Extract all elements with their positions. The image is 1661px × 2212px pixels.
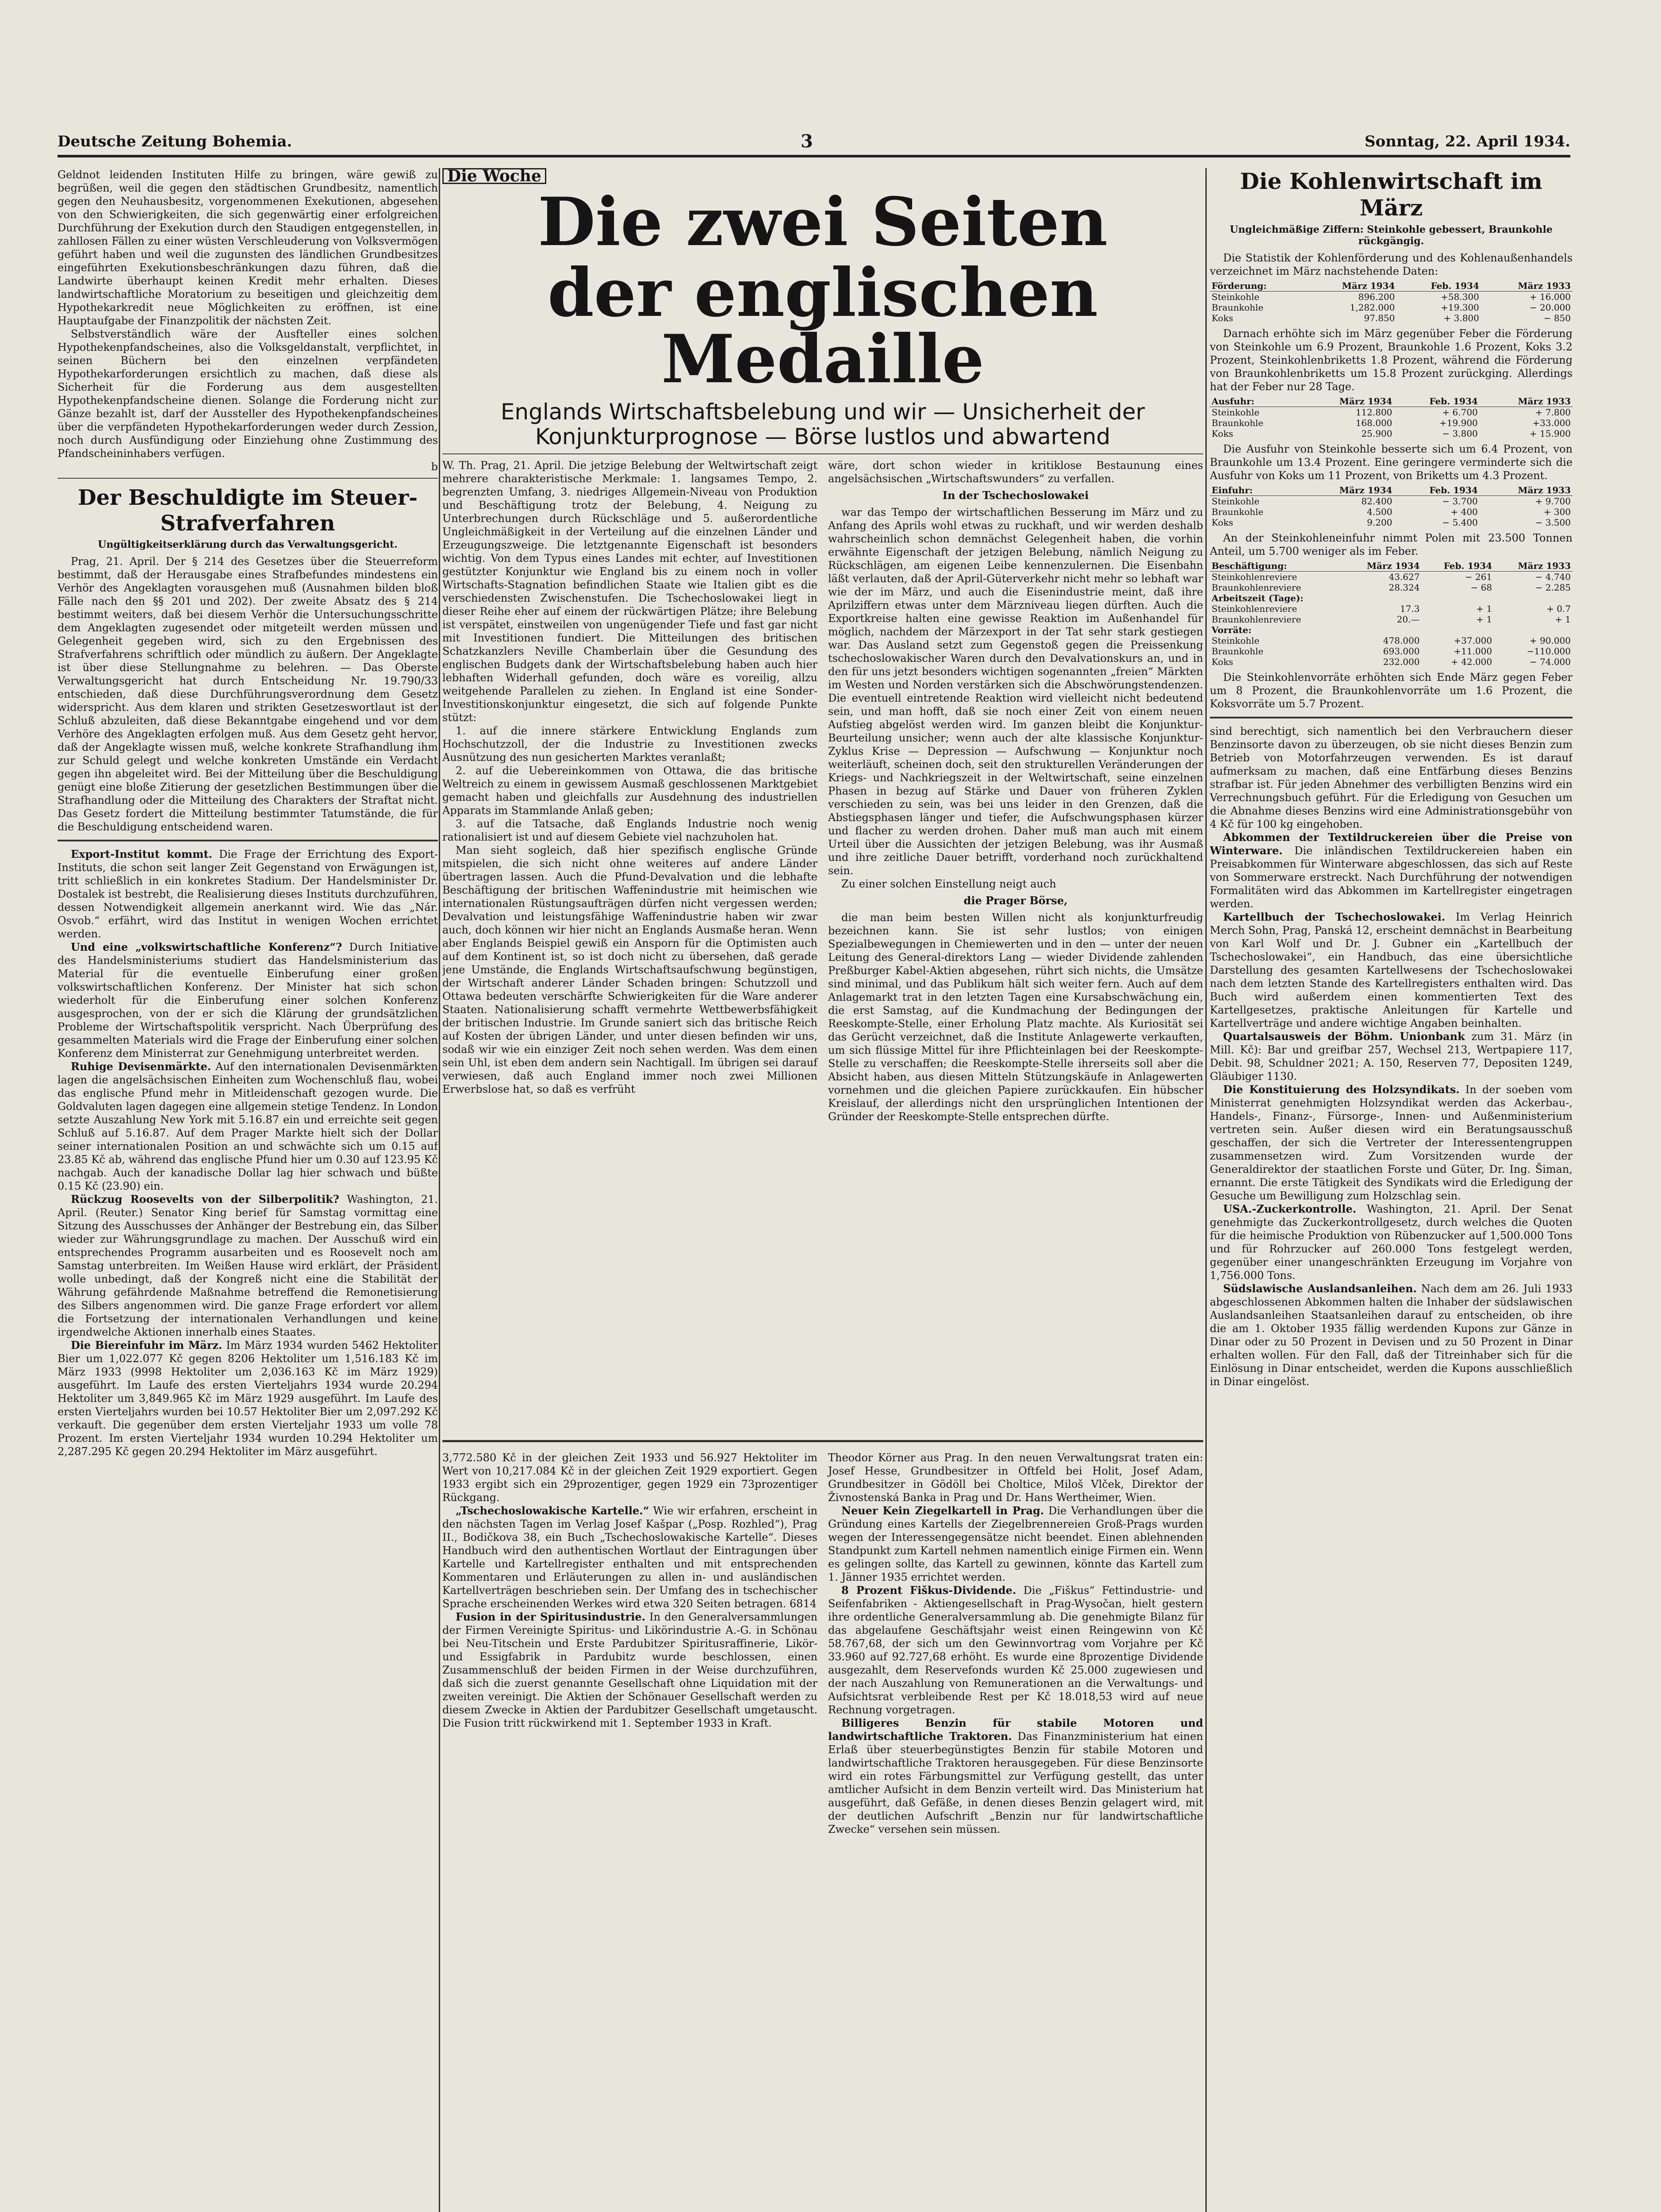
item-text: zum 31. März (in Mill. Kč): Bar und greifbar 257, Wechsel 213, Wertpapiere 117, Debit. 98, Schuldner 2021; A. 150, Reserven 77, Depositen 1249, Gläubiger 1130. [1210, 1030, 1573, 1083]
item-text: 3,772.580 Kč in der gleichen Zeit 1933 und 56.927 Hektoliter im Wert von 10,217.084 Kč in der gleichen Zeit 1929 exportiert. Gegen 1933 ergibt sich ein 29prozentiger, gegen 1929 ein 73prozentiger Rückgang. [442, 1452, 817, 1504]
article-text: die man beim besten Willen nicht als konjunkturfreudig bezeichnen kann. Sie ist sehr lustlos; von einigen Spezialbewegungen in Chemiewerten und in den — unter der neuen Leitung des General-direktors Lang — wieder Dividende zahlenden Preßburger Kabel-Aktien abgesehen, rührt sich nichts, die Umsätze sind minimal, und das Publikum hält sich weiter fern. Auch auf dem Anlagemarkt trat in den letzten Tagen eine Kursabschwächung ein, die erst Samstag, auf die Kundmachung der Bedingungen der Reeskompte-Stelle, einer Erholung Platz machte. Als Kuriosität sei das Gerücht verzeichnet, daß die Institute Anlagewerte verkauften, um sich flüssige Mittel für ihre Pflichteinlagen bei der Reeskompte-Stelle zu verschaffen; die Reeskompte-Stelle ihrerseits soll aber die Absicht haben, aus diesen Mitteln Stützungskäufe in Anlagewerten vornehmen und die gleichen Papiere zurückkaufen. Ein hübscher Kreislauf, der allerdings nicht den ursprünglichen Intentionen der Gründer der Reeskompte-Stelle entsprechen dürfte. [828, 911, 1203, 1123]
article-text: Geldnot leidenden Instituten Hilfe zu bringen, wäre gewiß zu begrüßen, weil die gegen den städtischen Grundbesitz, namentlich gegen den Neuhausbesitz, vorgenommenen Exekutionen, abgesehen von den Schwierigkeiten, die sich gegenwärtig einer erfolgreichen Durchführung der Exekution durch den Staudigen entgegenstellen, in zahllosen Fällen zu einer wüsten Verschleuderung von Volksvermögen geführt haben und weil die zugunsten des ländlichen Grundbesitzes eingeführten Exekutionsbeschränkungen dazu führen, daß die Landwirte überhaupt keinen Kredit mehr erhalten. Dieses landwirtschaftliche Moratorium zu beseitigen und gleichzeitig dem Hypothekarkredit neue Möglichkeiten zu eröffnen, ist eine Hauptaufgabe der Finanzpolitik der nächsten Zeit. [58, 169, 438, 327]
table-cell: + 3.800 [1443, 313, 1479, 323]
table-cell: Braunkohlenreviere [1212, 614, 1301, 625]
table-cell [1494, 625, 1573, 635]
table-cell: März 1933 [1494, 561, 1573, 572]
headline-beschuldigte: Der Beschuldigte im Steuer-Strafverfahren [77, 485, 418, 536]
article-text: W. Th. Prag, 21. April. Die jetzige Belebung der Weltwirtschaft zeigt mehrere charakteristische Merkmale: 1. langsames Tempo, 2. begrenzten Umfang, 3. niedriges Allgemein-Niveau von Produktion und Beschäftigung trotz der Belebung, 4. Neigung zu Unterbrechungen durch Rückschläge und 5. außerordentliche Ungleichmäßigkeit in der Verteilung auf die einzelnen Länder und Erzeugungszweige. Die letztgenannte Eigenschaft ist besonders wichtig. Von dem Typus eines Landes mit echter, auf Investitionen gestützter Konjunktur wie England bis zu einem noch in voller Wirtschafts-Stagnation befindlichen Staate wie Italien gibt es die verschiedensten Zwischenstufen. Die Tschechoslowakei liegt in dieser Reihe eher auf einem der rückwärtigen Plätze; ihre Belebung ist verspätet, einstweilen von ungenügender Tiefe und fast gar nicht mit Investitionen fundiert. Die Mitteilungen des britischen Schatzkanzlers Neville Chamberlain über die Gesundung des englischen Budgets dank der Wirtschaftsbelebung haben auch hier lebhaften Widerhall gefunden, doch wäre es voreilig, allzu weitgehende Parallelen zu ziehen. In England ist eine Sonder-Investitionskonjunktur eingesetzt, die sich auf folgende Punkte stützt: [442, 459, 817, 724]
table-cell: März 1934 [1305, 280, 1396, 292]
table-row [1210, 507, 1573, 517]
table-cell: März 1934 [1301, 485, 1394, 496]
article-text: An der Steinkohleneinfuhr nimmt Polen mit 23.500 Tonnen Anteil, um 5.700 weniger als im Feber. [1210, 532, 1573, 557]
table-row [1210, 292, 1573, 303]
lead-title-line2: der englischen Medaille [547, 254, 1098, 398]
table-cell: Feb. 1934 [1421, 561, 1494, 572]
table-header-row [1210, 485, 1573, 496]
table-row [1210, 496, 1573, 507]
table-cell [1421, 593, 1494, 603]
item-heading: „Tschechoslowakische Kartelle.“ [456, 1504, 649, 1517]
table-cell: Ausfuhr: [1210, 396, 1301, 407]
item-heading: Neuer Kein Ziegelkartell in Prag. [841, 1504, 1044, 1517]
article-text: 1. auf die innere stärkere Entwicklung Englands zum Hochschutzzoll, der die Industrie zu Investitionen zwecks Ausnützung des nun gesicherten Marktes veranlaßt; [442, 725, 817, 764]
divider [442, 1440, 1203, 1442]
article-text: wäre, dort schon wieder in kritiklose Bestaunung eines angelsächsischen „Wirtschaftswunders“ zu verfallen. [828, 459, 1203, 485]
table-cell: Feb. 1934 [1394, 485, 1479, 496]
article-text: war das Tempo der wirtschaftlichen Besserung im März und zu Anfang des Aprils wohl etwas zu ruckhaft, und wir werden deshalb wahrscheinlich schon demnächst Gelegenheit haben, die vorhin erwähnte Eigenschaft der jetzigen Belebung, nämlich Neigung zu Rückschlägen, am eigenen Leibe kennenzulernen. Die Eisenbahn läßt verlauten, daß der April-Güterverkehr nicht mehr so lebhaft war wie der im März, und auch die Eisenindustrie meint, daß ihre Aprilziffern etwas unter dem Märzniveau liegen dürften. Auch die Exportkreise halten eine gewisse Reaktion im Außenhandel für möglich, nachdem der Märzexport in der Tat sehr stark gestiegen war. Das Ausland setzt zum Gegenstoß gegen die Preissenkung tschechoslowakischer Waren durch den Devalvationskurs an, und in den für uns jetzt besonders wichtigen sogenannten „freien“ Märkten im Westen und Norden verstärken sich die Abschwörungstendenzen. Die eventuell eintretende Reaktion wird vielleicht nicht bedeutend sein, und man hofft, daß sie noch einer Zeit von einem neuen Aufstieg abgelöst werden wird. Im ganzen bleibt die Konjunktur-Beurteilung unsicher; wenn auch der alte klassische Konjunktur-Zyklus Krise — Depression — Aufschwung — Konjunktur noch weiterläuft, scheinen doch, seit den strukturellen Veränderungen der Kriegs- und Nachkriegszeit in der Weltwirtschaft, seine einzelnen Phasen in bezug auf Stärke und Dauer von früheren Zyklen verschieden zu sein, was bei uns leider in den Grenzen, daß die Abstiegsphasen länger und tiefer, die Aufschwungsphasen kürzer und flacher zu werden drohen. Daher muß man auch mit einem Urteil über die Aussichten der jetzigen Belebung, was ihr Ausmaß und ihre zeitliche Dauer betrifft, vorderhand noch zurückhaltend sein. [828, 506, 1203, 877]
left-column [58, 168, 438, 2212]
table-cell: Steinkohle [1212, 292, 1260, 302]
divider [1210, 717, 1573, 718]
table-cell [1343, 625, 1422, 635]
page-number: 3 [801, 131, 813, 152]
table-cell: + 400 [1450, 507, 1478, 517]
article-text: 3. auf die Tatsache, daß Englands Industrie noch wenig rationalisiert ist und auf diesem Gebiete viel nachzuholen hat. [442, 818, 817, 843]
table-cell: 28.324 [1389, 582, 1420, 593]
table-row [1210, 428, 1573, 439]
table-cell: Steinkohlenreviere [1212, 603, 1297, 614]
item-text: sind berechtigt, sich namentlich bei den Verbrauchern dieser Benzinsorte davon zu überzeugen, ob sie nicht dieses Benzin zum Betrieb von Motorfahrzeugen verwenden. Es ist darauf aufmerksam zu machen, daß eine Entfärbung dieses Benzins strafbar ist. Für jeden Abnehmer des verbilligten Benzins wird ein Verrechnungsbuch geführt. Für die Erledigung von Gesuchen um die Abnahme dieses Benzins wird eine Administrationsgebühr von 4 Kč für 100 kg eingehoben. [1210, 725, 1573, 830]
table-cell: + 16.000 [1529, 292, 1571, 302]
table-foerderung [1210, 280, 1573, 323]
table-row [1210, 657, 1573, 667]
item-heading: 8 Prozent Fiškus-Dividende. [841, 1584, 1017, 1597]
table-cell [1421, 625, 1494, 635]
table-cell: Koks [1212, 313, 1233, 323]
news-column-1 [442, 1451, 817, 1836]
table-cell: − 3.700 [1442, 496, 1478, 507]
item-text: Die inländischen Textildruckereien haben ein Preisabkommen für Winterware abgeschlossen, das sich auf Reste von Sommerware erstreckt. Nach Durchführung der notwendigen Formalitäten wird das Abkommen im Kartellregister eingetragen werden. [1210, 845, 1573, 910]
table-cell: 112.800 [1355, 407, 1392, 418]
table-cell: + 300 [1543, 507, 1571, 517]
item-heading: Export-Institut kommt. [71, 848, 212, 860]
table-cell: März 1934 [1343, 561, 1422, 572]
table-cell: − 3.500 [1535, 517, 1571, 528]
table-cell [1494, 593, 1573, 603]
item-heading: Rückzug Roosevelts von der Silberpolitik? [71, 1193, 339, 1206]
table-cell: + 1 [1476, 614, 1492, 625]
table-row [1210, 614, 1573, 625]
table-cell: Arbeitszeit (Tage): [1212, 593, 1304, 603]
table-cell: 82.400 [1361, 496, 1392, 507]
item-text: Durch Initiative des Handelsministeriums studiert das Handelsministerium das Material für die eventuelle Einberufung einer großen volkswirtschaftlichen Konferenz. Der Minister hat sich schon wiederholt für die Einberufung einer solchen Konferenz ausgesprochen, von der er sich die Klärung der grundsätzlichen Probleme der Wirtschaftspolitik verspricht. Nach Überprüfung des gesammelten Materials wird die Frage der Einberufung einer solchen Konferenz dem Ministerrat zur Genehmigung unterbreitet werden. [58, 941, 438, 1060]
subheadline: Ungültigkeitserklärung durch das Verwaltungsgericht. [98, 539, 398, 550]
table-cell: + 1 [1476, 603, 1492, 614]
table-row [1210, 635, 1573, 646]
article-text: Darnach erhöhte sich im März gegenüber Feber die Förderung von Steinkohle um 6.9 Prozent, Braunkohle 1.6 Prozent, Koks 3.2 Prozent, Steinkohlenbriketts 1.8 Prozent, während die Förderung von Braunkohlenbriketts um 15.8 Prozent zurückging. Allerdings hat der Feber nur 28 Tage. [1210, 327, 1573, 393]
item-heading: Die Biereinfuhr im März. [71, 1339, 222, 1352]
item-text: In der soeben vom Ministerrat genehmigten Holzsyndikat werden das Ackerbau-, Handels-, Finanz-, Fürsorge-, Innen- und Außenministerium vertreten sein. Außer diesen wird ein Beratungsausschuß geschaffen, der sich die Vertreter der Interessentengruppen zusammensetzen wird. Zum Vorsitzenden wurde der Generaldirektor der staatlichen Forste und Güter, Dr. Ing. Šiman, ernannt. Die erste Tätigkeit des Syndikats wird die Erledigung der Gesuche um Bewilligung zum Holzschlag sein. [1210, 1083, 1573, 1202]
item-heading: Und eine „volkswirtschaftliche Konferenz“? [71, 941, 342, 953]
article-text: Prag, 21. April. Der § 214 des Gesetzes über die Steuerreform bestimmt, daß der Herausgabe eines Strafbefundes mindestens ein Verhör des Angeklagten vorausgehen muß (Ausnahmen bilden bloß Fälle nach den §§ 201 und 202). Der zweite Absatz des § 214 bestimmt weiters, daß bei diesem Verhör die Untersuchungsschritte dem Angeklagten zugesendet oder mitgeteilt werden müssen und Gelegenheit gegeben wird, sich zu den Ergebnissen des Strafverfahrens schriftlich oder mündlich zu äußern. Der Angeklagte ist über diese Stellungnahme zu belehren. — Das Oberste Verwaltungsgericht hat durch Entscheidung Nr. 19.790/33 entschieden, daß diese Durchführungsverordnung dem Gesetz widerspricht. Aus dem klaren und strikten Gesetzeswortlaut ist der Schluß abzuleiten, daß diese Bekanntgabe eingehend und vor dem Verhöre des Angeklagten erfolgen muß. Aus dem Gesetz geht hervor, daß der Angeklagte wissen muß, welche konkrete Strafhandlung ihm zur Schuld gelegt und welche konkreten Umstände ein Verdacht gegen ihn abgeleitet wird. Bei der Mitteilung über die Beschuldigung genügt eine bloße Zitierung der gesetzlichen Bestimmungen über die Strafhandlung oder die Mitteilung des Charakters der Straftat nicht. Das Gesetz fordert die Mitteilung bestimmter Tatumstände, die für die Beschuldigung entscheidend waren. [58, 555, 438, 833]
table-cell: 478.000 [1383, 635, 1420, 646]
table-cell: 20.— [1396, 614, 1420, 625]
masthead [58, 133, 1570, 157]
item-heading: Südslawische Auslandsanleihen. [1223, 1282, 1417, 1295]
table-cell: 43.627 [1389, 572, 1420, 582]
article-text: Man sieht sogleich, daß hier spezifisch englische Gründe mitspielen, die sich nicht ohne weiteres auf andere Länder übertragen lassen. Auch die Pfund-Devalvation und die lebhafte Beschäftigung der britischen Waffenindustrie mit heimischen wie internationalen Rüstungsaufträgen dürfen nicht vergessen werden; Devalvation und leistungsfähige Waffenindustrie haben wir zwar auch, doch können wir hier nicht an Englands Ausmaße heran. Wenn aber Englands Beispiel gewiß ein Ansporn für die Optimisten auch auf dem Kontinent ist, so ist doch nicht zu übersehen, daß gerade jene Umstände, die Englands Wirtschaftsaufschwung begünstigen, der Wirtschaft anderer Länder Schaden bringen: Schutzzoll und Ottawa bedeuten verschärfte Schwierigkeiten für die Ware anderer Staaten. Nationalisierung schafft vermehrte Wettbewerbsfähigkeit der britischen Industrie. Im Grunde saniert sich das britische Reich auf Kosten der übrigen Länder, und unter diesen befinden wir uns, sodaß wir wie ein einziger Zeit noch sehen werden. Was dem einen sein Uhl, ist eben dem andern sein Nachtigall. Im übrigen sei darauf verwiesen, daß auch England immer noch zwei Millionen Erwerbslose hat, so daß es verfrüht [442, 844, 817, 1095]
table-cell: − 850 [1543, 313, 1571, 323]
table-einfuhr [1210, 485, 1573, 528]
table-row [1210, 407, 1573, 418]
table-cell: Steinkohle [1212, 407, 1260, 418]
table-cell: Förderung: [1210, 280, 1305, 292]
table-cell: Braunkohle [1212, 418, 1264, 428]
item-text: Theodor Körner aus Prag. In den neuen Verwaltungsrat traten ein: Josef Hesse, Grundbesitzer in Oftfeld bei Holit, Josef Adam, Grundbesitzer in Gödöll bei Choltice, Miloš Vlček, Direktor der Živnostenská Banka in Prag und Dr. Hans Wertheimer, Wien. [828, 1452, 1203, 1504]
divider [442, 453, 1203, 454]
table-cell: +11.000 [1454, 646, 1492, 657]
table-cell: +33.000 [1532, 418, 1571, 428]
table-cell: Einfuhr: [1210, 485, 1301, 496]
table-cell: − 68 [1470, 582, 1492, 593]
lead-article [442, 168, 1203, 1433]
table-cell: − 5.400 [1442, 517, 1478, 528]
item-heading: Fusion in der Spiritusindustrie. [456, 1610, 645, 1623]
table-header-row [1210, 625, 1573, 635]
table-cell: Steinkohle [1212, 496, 1260, 507]
table-cell: + 7.800 [1535, 407, 1571, 418]
table-cell: März 1934 [1301, 396, 1394, 407]
newspaper-name: Deutsche Zeitung Bohemia. [58, 133, 292, 150]
item-text: Washington, 21. April. Der Senat genehmigte das Zuckerkontrollgesetz, durch welches die Quoten für die heimische Produktion von Rübenzucker auf 1,500.000 Tons und für Rohrzucker auf 260.000 Tons festgelegt werden, gegenüber einer unangeschränkten Erzeugung im Vorjahre von 1,756.000 Tons. [1210, 1203, 1573, 1282]
item-text: Washington, 21. April. (Reuter.) Senator King berief für Samstag vormittag eine Sitzung des Ausschusses der Anhänger der Bestrebung ein, das Silber wieder zur Währungsgrundlage zu machen. Der Ausschuß wird ein entsprechendes Programm ausarbeiten und es Roosevelt noch am Samstag unterbreiten. Im Weißen Hause wird erklärt, der Präsident wolle unbedingt, daß der Kongreß nicht eine die Stabilität der Währung gefährdende Maßnahme betreffend die Remonetisierung des Silbers angenommen wird. Die ganze Frage erfordert vor allem die Fortsetzung der internationalen Verhandlungen und keine irgendwelche Aktionen innerhalb eines Staates. [58, 1193, 438, 1338]
table-cell: März 1933 [1481, 280, 1573, 292]
table-cell: 9.200 [1367, 517, 1392, 528]
lead-column-2 [828, 459, 1203, 1123]
article-text: Die Statistik der Kohlenförderung und des Kohlenaußenhandels verzeichnet im März nachstehende Daten: [1210, 252, 1573, 277]
table-header-row [1210, 280, 1573, 292]
item-text: Im Verlag Heinrich Merch Sohn, Prag, Panská 12, erscheint demnächst in Bearbeitung von Karl Wolf und Dr. J. Gubner ein „Kartellbuch der Tschechoslowakei“, ein Handbuch, das eine übersichtliche Darstellung des gesamten Kartellwesens der Tschechoslowakei nach dem letzten Stande des Kartellregisters enthalten wird. Das Buch wird außerdem einen kommentierten Text des Kartellgesetzes, praktische Anleitungen für Kartelle und Kartellverträge und andere wichtige Angaben beinhalten. [1210, 911, 1573, 1029]
issue-date: Sonntag, 22. April 1934. [1364, 133, 1570, 150]
table-header-row [1210, 396, 1573, 407]
table-cell: 232.000 [1383, 657, 1420, 667]
article-text: Selbstverständlich wäre der Ausfteller eines solchen Hypothekenpfandscheines, also die Volksgeldanstalt, verpflichtet, in seinen Büchern bei den einzelnen verpfändeten Hypothekarforderungen ersichtlich zu machen, daß diese als Sicherheit für die Forderung aus dem ausgestellten Hypothekenpfandscheine dienen. Solange die Forderung nicht zur Gänze bezahlt ist, darf der Aussteller des Hypothekenpfandscheines über die verpfändeten Hypothekarforderungen weder durch Zession, noch durch Ausfündigung oder Einziehung ohne Zustimmung des Pfandscheininhabers verfügen. [58, 328, 438, 460]
table-cell: +37.000 [1454, 635, 1492, 646]
table-cell: Braunkohle [1212, 646, 1264, 657]
table-row [1210, 603, 1573, 614]
table-cell: Vorräte: [1212, 625, 1252, 635]
subheadline: Ungleichmäßige Ziffern: Steinkohle gebessert, Braunkohle rückgängig. [1230, 224, 1553, 247]
table-cell: − 261 [1465, 572, 1492, 582]
item-heading: Abkommen der Textildruckereien über die Preise von Winterware. [1210, 831, 1573, 857]
author-mark: b [431, 461, 438, 473]
table-cell: + 90.000 [1529, 635, 1571, 646]
lead-title-line1: Die zwei Seiten [537, 183, 1108, 261]
item-text: Die Verhandlungen über die Gründung eines Kartells der Ziegelbrennereien Groß-Prags wurden wegen der Interessengegensätze nicht beendet. Einen ablehnenden Standpunkt zum Kartell nehmen namentlich einige Firmen ein. Wenn es gelingen sollte, das Kartell zu gewinnen, könnte das Kartell zum 1. Jänner 1935 errichtet werden. [828, 1505, 1203, 1583]
table-cell: + 15.900 [1529, 428, 1571, 439]
table-row [1210, 582, 1573, 593]
headline-kohle: Die Kohlenwirtschaft im März [1240, 168, 1542, 221]
table-cell: Koks [1212, 517, 1233, 528]
item-text: Die „Fiškus“ Fettindustrie- und Seifenfabriken - Aktiengesellschaft in Prag-Wysočan, hielt gestern ihre ordentliche Generalversammlung ab. Die genehmigte Bilanz für das abgelaufene Geschäftsjahr weist einen Reingewinn von Kč 58.767,68, der sich um den Gewinnvortrag vom Vorjahre per Kč 33.960 auf 92.727,68 erhöht. Es wurde eine 8prozentige Dividende ausgezahlt, dem Reservefonds wurden Kč 25.000 zugewiesen und der nach Auszahlung von Remunerationen an die Verwaltungs- und Aufsichtsrat verbleibende Rest per Kč 18.018,53 wird auf neue Rechnung vorgetragen. [828, 1584, 1203, 1716]
lead-column-1 [442, 459, 817, 1123]
item-text: Die Frage der Errichtung des Export-Instituts, die schon seit langer Zeit Gegenstand von Erwägungen ist, tritt schließlich in ein konkretes Stadium. Der Handelsminister Dr. Dostalek ist bestrebt, die Realisierung dieses Instituts durchzuführen, dessen Notwendigkeit allgemein anerkannt wird. Wie das „Nár. Osvob.“ erfährt, wird das Institut in wenigen Wochen errichtet werden. [58, 848, 438, 940]
table-cell: März 1933 [1480, 396, 1573, 407]
table-cell: −110.000 [1527, 646, 1571, 657]
table-cell: − 20.000 [1529, 302, 1571, 313]
table-cell: Steinkohle [1212, 635, 1260, 646]
item-text: Nach dem am 26. Juli 1933 abgeschlossenen Abkommen halten die Inhaber der südslawischen Auslandsanleihen Staatsanleihen darauf zu entscheiden, ob ihre die am 1. Oktober 1935 fällig werdenden Kupons zur Gänze in Dinar oder zu 50 Prozent in Devisen und zu 50 Prozent in Dinar erhalten wollen. Für den Fall, daß der Titreinhaber sich für die Einlösung in Dinar entscheidet, werden die Kupons ausschließlich in Dinar eingelöst. [1210, 1283, 1573, 1388]
divider [58, 478, 438, 479]
table-cell: 97.850 [1364, 313, 1395, 323]
table-cell: − 3.800 [1442, 428, 1478, 439]
table-cell: Koks [1212, 657, 1233, 667]
table-cell: Braunkohle [1212, 302, 1264, 313]
table-row [1210, 517, 1573, 528]
table-row [1210, 302, 1573, 313]
center-news [442, 1451, 1203, 2212]
table-cell: + 6.700 [1442, 407, 1478, 418]
item-text: Wie wir erfahren, erscheint in den nächsten Tagen im Verlag Josef Kašpar („Posp. Rozhled“), Prag II., Bodičkova 38, ein Buch „Tschechoslowakische Kartelle“. Dieses Handbuch wird den authentischen Wortlaut der Eintragungen über Kartelle und Kartellregister enthalten und mit entsprechenden Kommentaren und Erläuterungen zu allen in- und ausländischen Kartellverträgen beschrieben sein. Der Umfang des in tschechischer Sprache erscheinenden Werkes wird etwa 320 Seiten betragen. 6814 [442, 1505, 817, 1610]
table-cell: Feb. 1934 [1394, 396, 1479, 407]
table-cell: Braunkohlenreviere [1212, 582, 1301, 593]
table-cell: Feb. 1934 [1396, 280, 1481, 292]
item-text: Das Finanzministerium hat einen Erlaß über steuerbegünstigtes Benzin für stabile Motoren und landwirtschaftliche Traktoren herausgegeben. Für diese Benzinsorte wird ein rotes Färbungsmittel zur Verfügung gestellt, das unter amtlicher Aufsicht in dem Benzin verteilt wird. Das Ministerium hat ausgeführt, daß Gefäße, in denen dieses Benzin gelagert wird, mit der deutlichen Aufschrift „Benzin nur für landwirtschaftliche Zwecke“ versehen sein müssen. [828, 1730, 1203, 1836]
table-cell: + 9.700 [1535, 496, 1571, 507]
table-cell: +58.300 [1441, 292, 1479, 302]
table-beschaeftigung [1210, 561, 1573, 667]
table-cell: Koks [1212, 428, 1233, 439]
table-cell: − 74.000 [1529, 657, 1571, 667]
table-cell: +19.900 [1439, 418, 1478, 428]
table-header-row [1210, 561, 1573, 572]
divider [58, 840, 438, 841]
item-heading: Quartalsausweis der Böhm. Unionbank [1223, 1030, 1465, 1043]
item-text: Auf den internationalen Devisenmärkten lagen die angelsächsischen Einheiten zum Wochenschluß flau, wobei das englische Pfund mehr in Mitleidenschaft gezogen wurde. Die Goldvaluten lagen dagegen eine allgemein stetige Tendenz. In London setzte Auszahlung New York mit 5.16.87 ein und erreichte seit gegen Schluß auf 5.16.87. Auf dem Prager Markte hielt sich der Dollar seiner internationalen Position an und schwächte sich um 0.15 auf 23.85 Kč ab, während das englische Pfund hier um 0.30 auf 123.95 Kč nachgab. Auch der kanadische Dollar lag hier schwach und büßte 0.15 Kč (23.90) ein. [58, 1060, 438, 1192]
table-cell: 896.200 [1358, 292, 1395, 302]
table-cell: 25.900 [1361, 428, 1392, 439]
table-row [1210, 313, 1573, 323]
table-cell: März 1933 [1480, 485, 1573, 496]
article-text: Die Steinkohlenvorräte erhöhten sich Ende März gegen Feber um 8 Prozent, die Braunkohlenvorräte um 1.6 Prozent, die Koksvorräte um 5.7 Prozent. [1210, 671, 1573, 710]
table-row [1210, 646, 1573, 657]
table-cell: Steinkohlenreviere [1212, 572, 1297, 582]
lead-kicker: Englands Wirtschaftsbelebung und wir — Unsicherheit der Konjunkturprognose — Börse lustlos und abwartend [500, 399, 1145, 449]
column-divider-left [439, 168, 440, 2212]
item-heading: Billigeres Benzin für stabile Motoren und landwirtschaftliche Traktoren. [828, 1717, 1203, 1743]
item-text: In den Generalversammlungen der Firmen Vereinigte Spiritus- und Likörindustrie A.-G. in Schönau bei Neu-Titschein und Erste Pardubitzer Spiritusraffinerie, Likör- und Essigfabrik in Pardubitz wurde beschlossen, einen Zusammenschluß der beiden Firmen in der Weise durchzuführen, daß sich die zuerst genannte Gesellschaft ohne Liquidation mit der zweiten vereinigt. Die Aktien der Schönauer Gesellschaft werden zu diesem Zwecke in Aktien der Pardubitzer Gesellschaft umgetauscht. Die Fusion tritt rückwirkend mit 1. September 1933 in Kraft. [442, 1611, 817, 1729]
table-header-row [1210, 593, 1573, 603]
article-text: 2. auf die Uebereinkommen von Ottawa, die das britische Weltreich zu einem in gewissem Ausmaß geschlossenen Marktgebiet gemacht haben und gleichfalls zur Ausdehnung des industriellen Apparats im Stammlande Anlaß geben; [442, 764, 817, 817]
table-cell: − 4.740 [1535, 572, 1571, 582]
item-heading: Kartellbuch der Tschechoslowakei. [1223, 910, 1446, 923]
table-cell [1343, 593, 1422, 603]
table-cell: − 2.285 [1535, 582, 1571, 593]
table-cell: Braunkohle [1212, 507, 1264, 517]
subsection-heading: die Prager Börse, [963, 894, 1068, 907]
subsection-heading: In der Tschechoslowakei [942, 489, 1089, 502]
table-cell: 4.500 [1367, 507, 1392, 517]
item-heading: Die Konstituierung des Holzsyndikats. [1223, 1083, 1460, 1096]
news-column-2 [828, 1451, 1203, 1836]
table-cell: Beschäftigung: [1210, 561, 1343, 572]
table-cell: 693.000 [1383, 646, 1420, 657]
section-label: Die Woche [442, 168, 546, 184]
article-text: Zu einer solchen Einstellung neigt auch [841, 878, 1056, 890]
table-ausfuhr [1210, 396, 1573, 439]
table-cell: + 42.000 [1451, 657, 1492, 667]
table-cell: 17.3 [1400, 603, 1420, 614]
table-row [1210, 418, 1573, 428]
table-cell: 168.000 [1355, 418, 1392, 428]
item-heading: Ruhige Devisenmärkte. [71, 1060, 211, 1073]
item-heading: USA.-Zuckerkontrolle. [1223, 1202, 1357, 1215]
table-row [1210, 572, 1573, 583]
right-column [1210, 168, 1573, 2212]
table-cell: + 0.7 [1546, 603, 1571, 614]
table-cell: +19.300 [1441, 302, 1479, 313]
item-text: Im März 1934 wurden 5462 Hektoliter Bier um 1,022.077 Kč gegen 8206 Hektoliter um 1,516.183 Kč im März 1933 (9998 Hektoliter um 2,036.163 Kč im März 1929) ausgeführt. Im Laufe des ersten Vierteljahrs 1934 wurde 20.294 Hektoliter um 3,849.965 Kč im März 1929 ausgeführt. Im Laufe des ersten Vierteljahrs wurden bei 10.57 Hektoliter Bier um 2,097.292 Kč verkauft. Die gegenüber dem ersten Vierteljahr 1933 um volle 78 Prozent. Im ersten Vierteljahr 1934 wurden 10.294 Hektoliter um 2,287.295 Kč gegen 20.294 Hektoliter im März ausgeführt. [58, 1339, 438, 1458]
table-cell: + 1 [1555, 614, 1571, 625]
article-text: Die Ausfuhr von Steinkohle besserte sich um 6.4 Prozent, von Braunkohle um 13.4 Prozent. Eine geringere verminderte sich die Ausfuhr von Koks um 11 Prozent, von Briketts um 4.3 Prozent. [1210, 443, 1573, 482]
table-cell: 1,282.000 [1350, 302, 1395, 313]
column-divider-right [1205, 168, 1207, 2212]
